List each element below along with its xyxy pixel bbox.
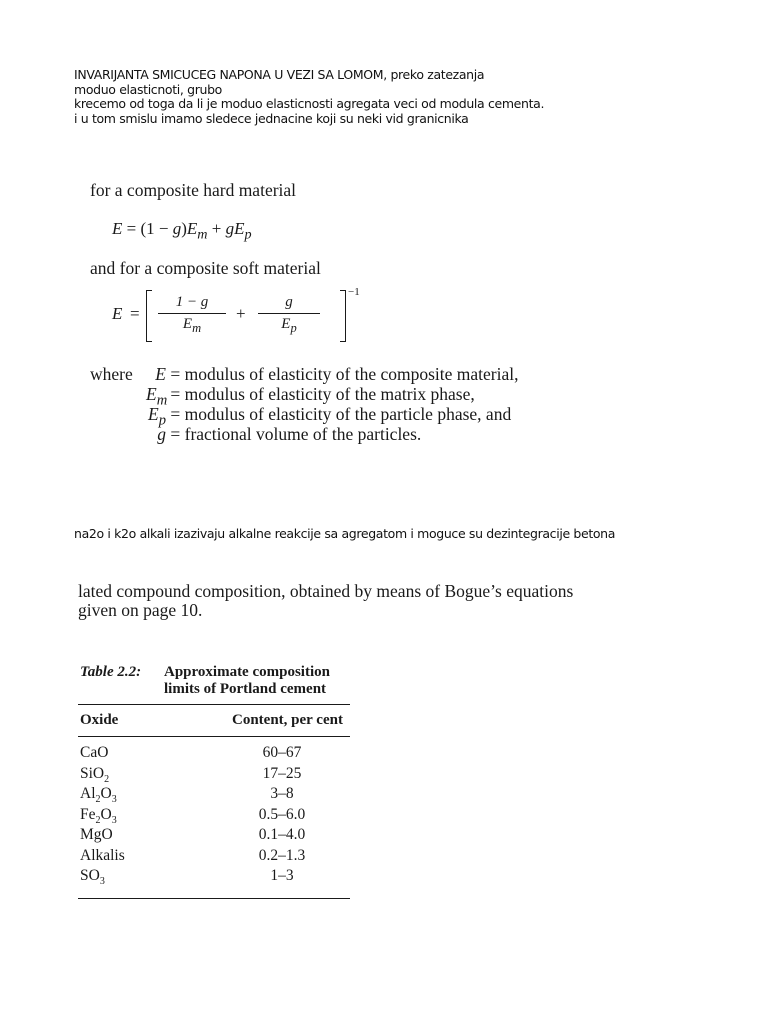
alkali-note: na2o i k2o alkali izazivaju alkalne reakcije sa agregatom i moguce su dezintegracije betona xyxy=(74,526,616,541)
left-bracket xyxy=(146,290,152,342)
table-top-rule xyxy=(78,704,350,705)
table-label: Table 2.2: xyxy=(80,664,142,680)
notes-line: INVARIJANTA SMICUCEG NAPONA U VEZI SA LOMOM, preko zatezanja xyxy=(74,67,485,82)
oxide-cell: $SO_3$ xyxy=(80,867,105,888)
content-cell: 60–67 xyxy=(262,744,302,761)
oxide-cell: Alkalis xyxy=(80,846,125,864)
fraction-numerator: 1 − g xyxy=(175,294,209,310)
fraction-matrix xyxy=(158,294,226,336)
fraction-numerator: g xyxy=(285,294,293,310)
content-cell: 0.2–1.3 xyxy=(258,846,306,864)
equation-lhs: E xyxy=(112,304,123,323)
definition-row: g = fractional volume of the particles. xyxy=(157,424,422,444)
oxide-cell: MgO xyxy=(80,826,113,843)
oxide-cell: SiO$_2$ xyxy=(80,764,110,785)
notes-line: moduo elasticnoti, grubo xyxy=(74,81,222,97)
table-row xyxy=(78,806,350,827)
where-word: where xyxy=(90,364,133,384)
notes-line: i u tom smislu imamo sledece jednacine koji su neki vid granicnika xyxy=(74,110,469,126)
table-row xyxy=(78,765,350,786)
column-header-content: Content, per cent xyxy=(232,712,343,728)
content-cell: 1–3 xyxy=(270,867,294,884)
column-header-oxide: Oxide xyxy=(80,712,119,728)
definition-row: $E_m$ = modulus of elasticity of the matrix phase, xyxy=(146,384,475,409)
table-row xyxy=(78,785,350,806)
fraction-denominator: $E_p$ xyxy=(281,316,297,335)
composition-table xyxy=(78,662,350,888)
equals-sign: = xyxy=(130,304,140,323)
notes-line: krecemo od toga da li je moduo elasticnosti agregata veci od modula cementa. xyxy=(74,96,545,112)
table-header-rule xyxy=(78,736,350,737)
table-caption xyxy=(78,662,350,698)
plus-sign: + xyxy=(236,304,246,323)
fraction-denominator: $E_m$ xyxy=(182,316,202,335)
equation-hard-material: $E = (1 - g)E_m + gE_p$ xyxy=(112,219,252,243)
table-row xyxy=(78,847,350,868)
table-title: Approximate composition limits of Portland cement xyxy=(164,664,330,697)
table-row xyxy=(78,826,350,847)
definition-row: $E_p$ = modulus of elasticity of the particle phase, and xyxy=(148,404,512,429)
content-cell: 0.1–4.0 xyxy=(258,826,306,843)
exponent: −1 xyxy=(348,286,360,298)
content-cell: 3–8 xyxy=(270,785,294,802)
table-row xyxy=(78,744,350,765)
notes-block xyxy=(74,68,544,126)
heading-hard-material: for a composite hard material xyxy=(90,180,297,200)
content-cell: 0.5–6.0 xyxy=(258,805,306,823)
table-row xyxy=(78,867,350,888)
content-cell: 17–25 xyxy=(262,764,302,782)
bogue-line: lated compound composition, obtained by means of Bogue’s equations xyxy=(78,581,574,601)
oxide-cell: CaO xyxy=(80,744,109,761)
table-bottom-rule xyxy=(78,898,350,899)
table-body xyxy=(78,744,350,888)
fraction-particle xyxy=(258,294,320,336)
definition-row: E = modulus of elasticity of the composite material, xyxy=(155,364,519,384)
heading-soft-material: and for a composite soft material xyxy=(90,258,321,278)
right-bracket xyxy=(340,290,346,342)
bogue-excerpt xyxy=(78,582,573,620)
oxide-cell: $Fe_2O_3$ xyxy=(80,805,117,826)
bogue-line: given on page 10. xyxy=(78,600,203,620)
oxide-cell: $Al_2O_3$ xyxy=(80,785,117,806)
